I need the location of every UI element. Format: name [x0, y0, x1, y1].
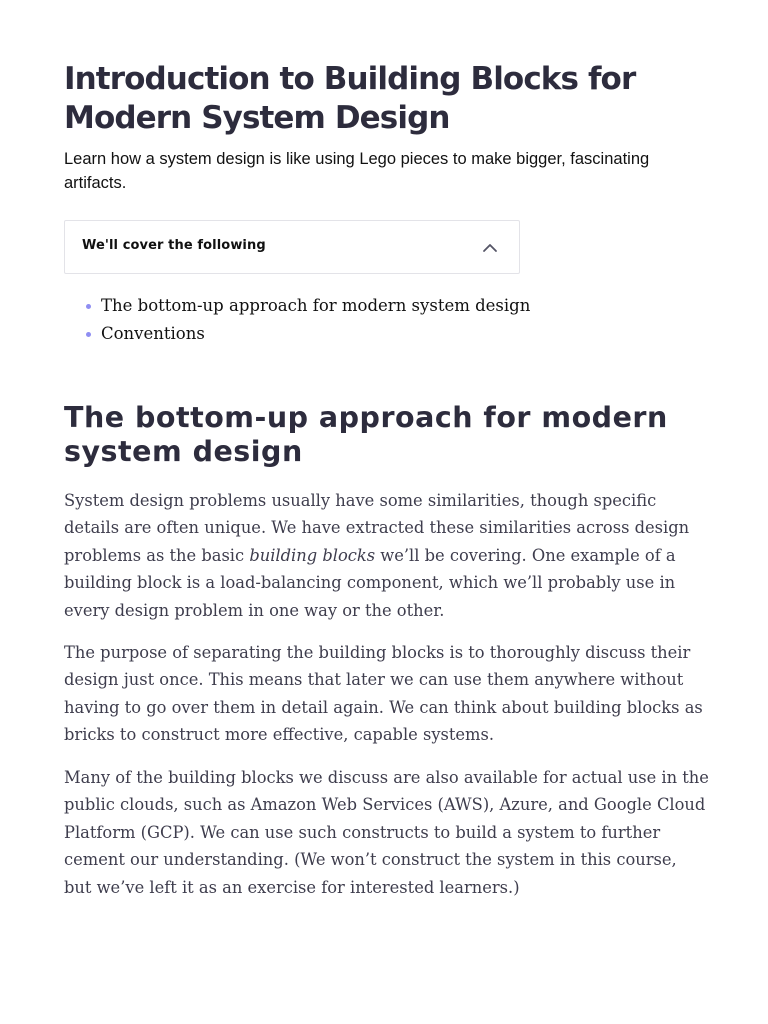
toc-list: [84, 292, 530, 348]
bullet-icon: [86, 304, 91, 309]
table-of-contents-toggle[interactable]: [64, 220, 520, 274]
toc-item-label: Conventions: [101, 324, 205, 343]
paragraph-2: The purpose of separating the building blocks is to thoroughly discuss their design just once. This means that later we can use them anywhere without having to go over them in detail again. We can think about building blocks as bricks to construct more effective, capable systems.: [64, 643, 703, 745]
page-subtitle: Learn how a system design is like using Lego pieces to make bigger, fascinating artifacts.: [64, 150, 650, 192]
paragraph-text: we’ll be covering. One example of a building block is a load-balancing component, which we’ll probably use in every design problem in one way or the other.: [64, 545, 676, 620]
toc-item-bottom-up-approach[interactable]: [84, 292, 530, 320]
toc-item-label: The bottom-up approach for modern system design: [101, 296, 531, 315]
emphasis-building-blocks: building blocks: [249, 545, 376, 565]
page-title: Introduction to Building Blocks for Modern System Design: [64, 61, 636, 136]
toc-heading: We'll cover the following: [82, 238, 266, 253]
bullet-icon: [86, 332, 91, 337]
chevron-up-icon[interactable]: [482, 241, 498, 255]
paragraph-1: [64, 487, 709, 624]
paragraph-text: System design problems usually have some similarities, though specific details are often unique. We have extracted these similarities across design problems as the basic: [64, 491, 690, 565]
toc-item-conventions[interactable]: [84, 320, 530, 348]
paragraph-3: Many of the building blocks we discuss are also available for actual use in the public clouds, such as Amazon Web Services (AWS), Azure, and Google Cloud Platform (GCP). We can use such constructs to build a system to further cement our understanding. (We won’t construct the system in this course, but we’ve left it as an exercise for interested learners.): [64, 768, 709, 897]
section-heading: The bottom-up approach for modern system design: [64, 401, 668, 468]
